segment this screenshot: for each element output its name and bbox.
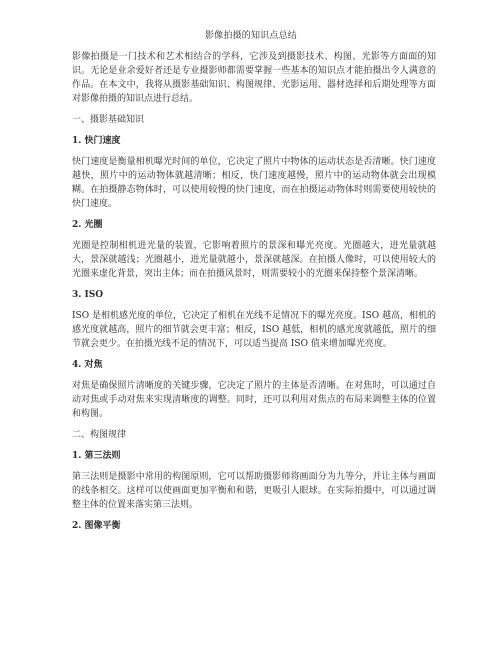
section-heading-composition: 二、构图规律 (72, 430, 127, 440)
document-title: 影像拍摄的知识点总结 (204, 31, 297, 41)
paragraph-aperture: 光圈是控制相机进光量的装置，它影响着照片的景深和曝光亮度。光圈越大，进光量就越大，景深就越浅；光圈越小，进光量就越小，景深就越深。在拍摄人像时，可以使用较大的光圈来虚化背景，突出主体；而在拍摄风景时，则需要较小的光圈来保持整个景深清晰。 (72, 241, 436, 279)
subheading-iso: 3. ISO (72, 290, 104, 300)
paragraph-rule-of-thirds: 第三法则是摄影中常用的构图原则，它可以帮助摄影师将画面分为九等分，并让主体与画面的线条相交。这样可以使画面更加平衡和和谐，更吸引人眼球。在实际拍摄中，可以通过调整主体的位置来落实第三法则。 (72, 472, 436, 510)
paragraph-focus: 对焦是确保照片清晰度的关键步骤，它决定了照片的主体是否清晰。在对焦时，可以通过自动对焦或手动对焦来实现清晰度的调整。同时，还可以利用对焦点的布局来调整主体的位置和构图。 (72, 381, 436, 419)
subheading-aperture: 2. 光圈 (72, 220, 103, 230)
intro-paragraph: 影像拍摄是一门技术和艺术相结合的学科，它涉及到摄影技术、构图、光影等方面面的知识。无论是业余爱好者还是专业摄影师都需要掌握一些基本的知识点才能拍摄出令人满意的作品。在本文中，我将从摄影基础知识、构图规律、光影运用、器材选择和后期处理等方面对影像拍摄的知识点进行总结。 (72, 52, 436, 104)
subheading-rule-of-thirds: 1. 第三法则 (72, 451, 121, 461)
paragraph-shutter-speed: 快门速度是衡量相机曝光时间的单位，它决定了照片中物体的运动状态是否清晰。快门速度越快，照片中的运动物体就越清晰；相反，快门速度越慢，照片中的运动物体就会出现模糊。在拍摄静态物体时，可以使用较慢的快门速度，而在拍摄运动物体时则需要使用较快的快门速度。 (72, 157, 436, 209)
subheading-shutter-speed: 1. 快门速度 (72, 136, 121, 146)
section-heading-basics: 一、摄影基础知识 (72, 115, 145, 125)
document-body (72, 50, 436, 540)
subheading-image-balance: 2. 图像平衡 (72, 521, 121, 531)
paragraph-iso: ISO 是相机感光度的单位，它决定了相机在光线不足情况下的曝光亮度。ISO 越高，相机的感光度就越高，照片的细节就会更丰富；相反，ISO 越低，相机的感光度就越低，照片的细节就会更少。在拍摄光线不足的情况下，可以适当提高 ISO 值来增加曝光亮度。 (72, 311, 436, 349)
subheading-focus: 4. 对焦 (72, 360, 103, 370)
